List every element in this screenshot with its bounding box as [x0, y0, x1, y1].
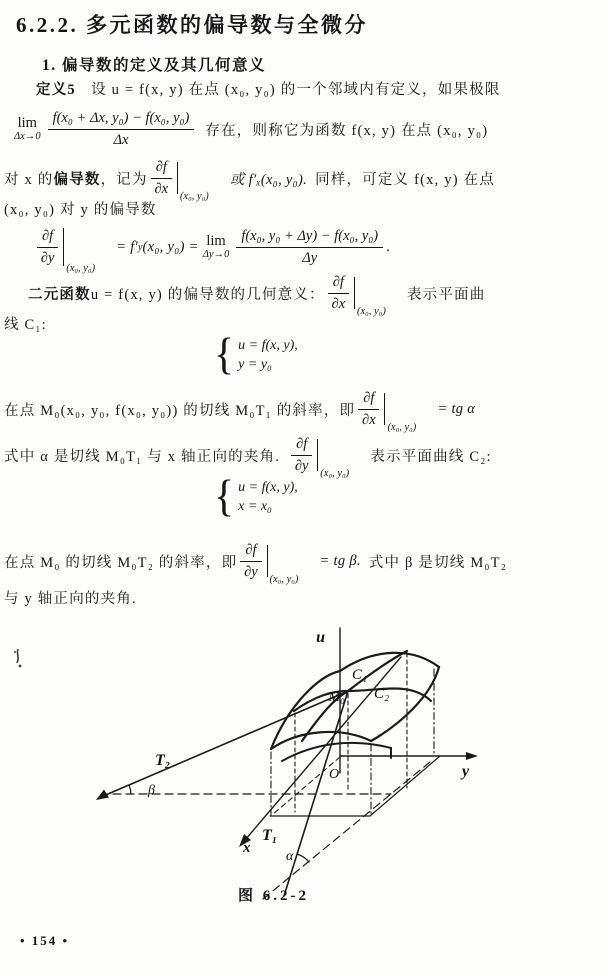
partial-y-display-formula	[34, 219, 390, 275]
y-axis-label: y	[462, 763, 470, 780]
origin-label: O	[329, 767, 340, 782]
base-edge-dashed	[272, 757, 340, 815]
interior-arc	[282, 743, 391, 761]
geom-bold: 二元函数	[28, 286, 91, 303]
partial-f-partial-x: $\frac{\partial f}{\partial x}$	[151, 158, 172, 197]
alpha-angle-line	[4, 429, 492, 481]
slope-c2-tail: 式中 β 是切线 M₀T₂	[368, 554, 507, 571]
eval-bar: (x₀, y₀)	[63, 228, 64, 266]
figure-6-2-2	[85, 620, 530, 910]
c2-equation-1: u = f(x, y),	[238, 480, 298, 496]
partial-f-partial-y: $\frac{\partial f}{\partial y}$	[37, 227, 58, 266]
beta-label: β	[148, 783, 155, 798]
definition-intro-line	[36, 78, 501, 99]
partial-f-partial-x: $\frac{\partial f}{\partial x}$	[328, 273, 349, 312]
tg-alpha: = tg α	[437, 400, 476, 417]
curve-c1-label-line: 线 C₁:	[4, 317, 47, 333]
page-number: • 154 •	[20, 933, 70, 948]
difference-quotient-y: $\frac{\text{f(x₀, y₀ + Δy) − f(x₀, y₀)}}{\Delta y}$	[236, 227, 383, 266]
exists-text: 存在，则称它为函数 f(x, y) 在点 (x₀, y₀)	[205, 122, 489, 139]
alpha-reference-dashed	[263, 762, 430, 899]
u-axis-label: u	[316, 629, 325, 646]
eval-bar: (x₀, y₀)	[354, 277, 355, 309]
slope-c1-pre: 在点 M₀(x₀, y₀, f(x₀, y₀)) 的切线 M₀T₁ 的斜率，即	[4, 402, 356, 419]
c1-equation-1: u = f(x, y),	[238, 338, 298, 354]
point-m0-label: M₀	[328, 690, 345, 705]
slope-c2-pre: 在点 M₀ 的切线 M₀T₂ 的斜率，即	[4, 554, 238, 571]
limit-operator-x: lim Δx→0	[14, 114, 41, 142]
alpha-label: α	[286, 849, 294, 864]
slope-c2-line	[4, 535, 507, 587]
ink-smudge	[12, 646, 26, 672]
beta-tail-line: 与 y 轴正向的夹角.	[4, 591, 137, 607]
x-axis	[245, 657, 401, 840]
eval-bar: (x₀, y₀)	[317, 439, 318, 471]
curve-c1-system	[214, 330, 298, 380]
wrt-y-line: (x₀, y₀) 对 y 的偏导数	[4, 202, 157, 218]
y-axis-arrow	[466, 752, 478, 760]
section-heading: 6.2.2. 多元函数的偏导数与全微分	[16, 13, 368, 37]
eval-bar: (x₀, y₀)	[177, 162, 178, 194]
fy-prime-head: = f′	[116, 238, 139, 255]
definition-label: 定义5	[36, 82, 76, 98]
x-axis-label: x	[243, 840, 251, 856]
eval-bar: (x₀, y₀)	[384, 393, 385, 425]
curve-c2	[294, 689, 431, 712]
surface-right-edge	[371, 667, 439, 741]
t2-arrow	[96, 790, 109, 801]
geometric-meaning-line	[28, 268, 485, 318]
tg-beta: = tg β.	[319, 552, 361, 569]
figure-caption: 图 6.2-2	[238, 888, 309, 904]
slope-c1-line	[4, 383, 475, 435]
geom-tail: 表示平面曲	[406, 286, 486, 303]
c2-equation-2: x = x₀	[238, 499, 272, 515]
wrt-x-mid: ，记为	[100, 171, 148, 188]
tangent-t2-label: T₂	[155, 752, 171, 769]
limit-definition-line	[10, 104, 488, 154]
beta-angle-arc	[129, 785, 131, 794]
c1-equation-2: y = y₀	[238, 357, 272, 373]
eval-bar: (x₀, y₀)	[267, 545, 268, 577]
limit-operator-y: lim Δy→0	[202, 232, 230, 260]
partial-derivative-term: 偏导数	[53, 171, 101, 188]
curve-c2-label: C₂	[374, 686, 390, 702]
partial-x-definition-line	[4, 151, 495, 205]
partial-f-partial-x: $\frac{\partial f}{\partial x}$	[358, 389, 379, 428]
curve-c2-system	[214, 472, 298, 522]
fy-prime-args: (x₀, y₀) =	[142, 238, 199, 255]
alpha-pre: 式中 α 是切线 M₀T₁ 与 x 轴正向的夹角.	[4, 448, 281, 465]
subsection-heading: 1. 偏导数的定义及其几何意义	[42, 57, 267, 74]
geom-pre: u = f(x, y) 的偏导数的几何意义：	[90, 286, 325, 303]
fy-prime-sub: y	[138, 241, 143, 253]
wrt-x-pre: 对 x 的	[4, 171, 54, 188]
same-tail: 同样，可定义 f(x, y) 在点	[315, 171, 495, 188]
alpha-tail: 表示平面曲线 C₂:	[370, 448, 492, 465]
partial-f-partial-y: $\frac{\partial f}{\partial y}$	[240, 541, 261, 580]
formula-period: .	[386, 238, 390, 255]
tangent-t1-label: T₁	[262, 827, 278, 844]
difference-quotient-x: $\frac{\text{f(x₀ + Δx, y₀) − f(x₀, y₀)}}{\Delta x}$	[48, 109, 195, 148]
left-brace: {	[214, 330, 235, 380]
left-brace: {	[214, 472, 235, 522]
definition-intro-text: 设 u = f(x, y) 在点 (x₀, y₀) 的一个邻域内有定义，如果极限	[91, 82, 501, 98]
curve-c1-label: C₁	[352, 667, 368, 683]
alpha-angle-arc	[297, 854, 309, 862]
partial-f-partial-y: $\frac{\partial f}{\partial y}$	[291, 435, 312, 474]
fx-prime-notation: 或 f′ₓ(x₀, y₀).	[229, 171, 308, 188]
